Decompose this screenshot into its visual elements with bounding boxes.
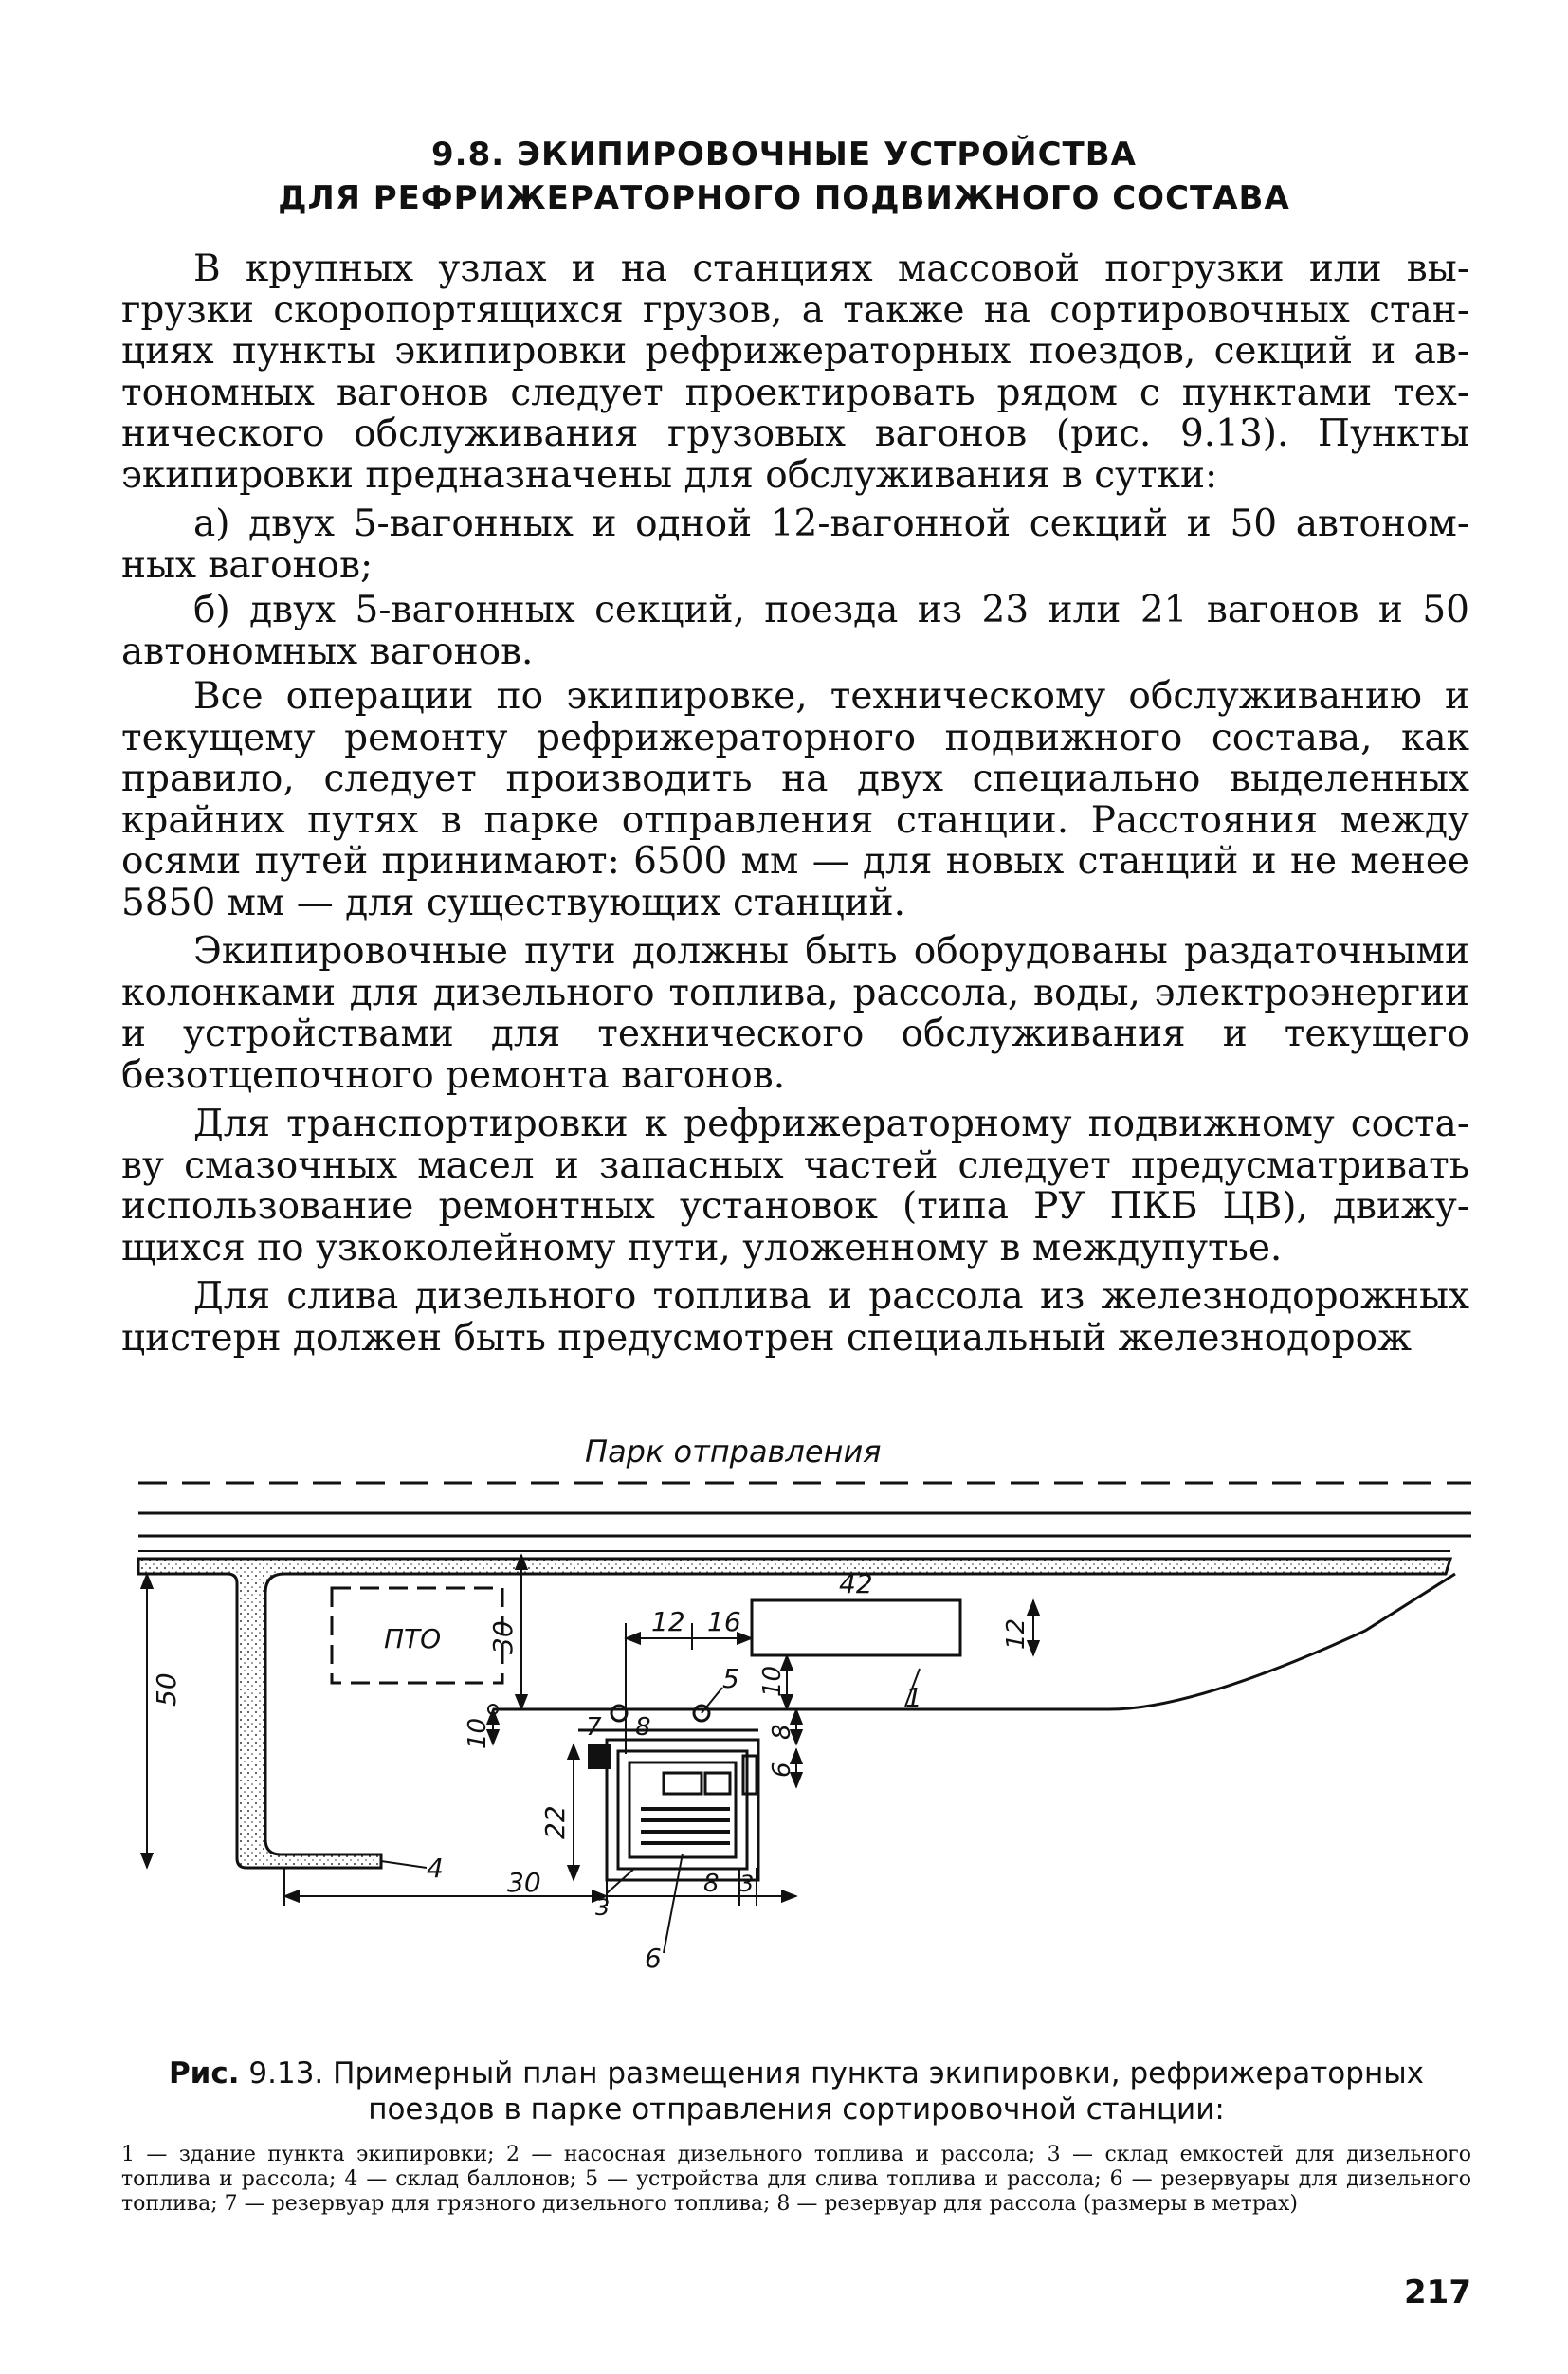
tank bbox=[705, 1773, 730, 1794]
callout-leader bbox=[381, 1861, 427, 1868]
dim-12-right: 12 bbox=[1002, 1617, 1030, 1650]
dim-8: 8 bbox=[768, 1724, 796, 1740]
section-title-line-2: ДЛЯ РЕФРИЖЕРАТОРНОГО ПОДВИЖНОГО СОСТАВА bbox=[278, 179, 1290, 217]
dim-3: 3 bbox=[739, 1871, 755, 1897]
caption-legend: 1 — здание пункта экипировки; 2 — насосная дизельного топлива и рассола; 3 — склад емкостей для дизельного топлива и рассола; 4 — склад баллонов; 5 — устройства для слива топлива и рассола; 6 — резервуары для дизельного топлива; 7 — резервуар для грязного дизельного топлива; 8 — резервуар для рассола (размеры в метрах) bbox=[121, 2143, 1471, 2216]
callout-5: 5 bbox=[722, 1663, 739, 1694]
paragraph: В крупных узлах и на станциях массовой погрузки или выгрузки скоропортящихся грузов, а также на сортировочных станциях пункты экипировки рефрижераторных поездов, секций и автономных вагонов следует проектировать рядом с пунктами технического обслуживания грузовых вагонов (рис. 9.13). Пункты экипировки предназначены для обслуживания в сутки: bbox=[121, 247, 1469, 497]
small-building bbox=[743, 1756, 757, 1794]
caption-title bbox=[121, 2055, 1471, 2127]
tank bbox=[664, 1773, 702, 1794]
service-road bbox=[138, 1559, 1450, 1868]
caption-label: Рис. bbox=[168, 2056, 240, 2091]
site-plan-drawing bbox=[133, 1422, 1479, 2048]
pto-label: ПТО bbox=[384, 1623, 442, 1654]
dim-42: 42 bbox=[839, 1568, 873, 1599]
paragraph: б) двух 5-вагонных секций, поезда из 23 или 21 вагонов и 50 автономных вагонов. bbox=[121, 589, 1469, 673]
callout-4: 4 bbox=[427, 1853, 444, 1884]
callout-7: 7 bbox=[586, 1713, 602, 1742]
caption-number: 9.13. bbox=[248, 2056, 324, 2091]
dim-12: 12 bbox=[651, 1606, 685, 1637]
dim-50: 50 bbox=[151, 1672, 182, 1707]
dim-6: 6 bbox=[768, 1762, 796, 1778]
paragraph: Все операции по экипировке, техническому обслуживанию и текущему ремонту рефрижераторного подвижного состава, как правило, следует производить на двух специально выделенных крайних путях в парке отправления станции. Расстояния между осями путей принимают: 6500 мм — для новых станций и не менее 5850 мм — для существующих станций. bbox=[121, 675, 1469, 924]
body-text bbox=[121, 248, 1469, 1366]
page-number: 217 bbox=[1404, 2274, 1471, 2311]
caption-text: Примерный план размещения пункта экипировки, рефрижераторных поездов в парке отправления сортировочной станции: bbox=[333, 2056, 1425, 2127]
dim-16: 16 bbox=[707, 1606, 741, 1637]
site-plan-figure bbox=[133, 1422, 1479, 2048]
dim-30-bottom: 30 bbox=[507, 1867, 541, 1898]
section-heading bbox=[0, 133, 1568, 220]
paragraph: а) двух 5-вагонных и одной 12-вагонной секций и 50 автономных вагонов; bbox=[121, 502, 1469, 587]
dim-10-a: 10 bbox=[758, 1665, 787, 1697]
paragraph: Для транспортировки к рефрижераторному подвижному составу смазочных масел и запасных частей следует предусматривать использование ремонтных установок (типа РУ ПКБ ЦВ), движущихся по узкоколейному пути, уложенному в междупутье. bbox=[121, 1103, 1469, 1269]
callout-6: 6 bbox=[645, 1943, 662, 1974]
dim-30-vertical: 30 bbox=[487, 1620, 519, 1654]
callout-3: 3 bbox=[595, 1894, 611, 1921]
dim-10-b: 10 bbox=[464, 1717, 492, 1749]
building-1 bbox=[752, 1600, 960, 1655]
park-label: Парк отправления bbox=[585, 1434, 882, 1470]
dim-8-bottom: 8 bbox=[703, 1870, 720, 1898]
figure-caption bbox=[121, 2055, 1471, 2217]
pump-house bbox=[588, 1744, 611, 1769]
fill-device bbox=[611, 1706, 627, 1721]
paragraph: Экипировочные пути должны быть оборудованы раздаточными колонками для дизельного топлива, рассола, воды, электроэнергии и устройствами для технического обслуживания и текущего безотцепочного ремонта вагонов. bbox=[121, 930, 1469, 1097]
section-title-line-1: 9.8. ЭКИПИРОВОЧНЫЕ УСТРОЙСТВА bbox=[431, 136, 1137, 173]
dim-22: 22 bbox=[539, 1805, 571, 1839]
paragraph: Для слива дизельного топлива и рассола из железнодорожных цистерн должен быть предусмотрен специальный железнодорож bbox=[121, 1275, 1469, 1360]
callout-1: 1 bbox=[905, 1682, 922, 1713]
callout-8: 8 bbox=[635, 1713, 651, 1742]
